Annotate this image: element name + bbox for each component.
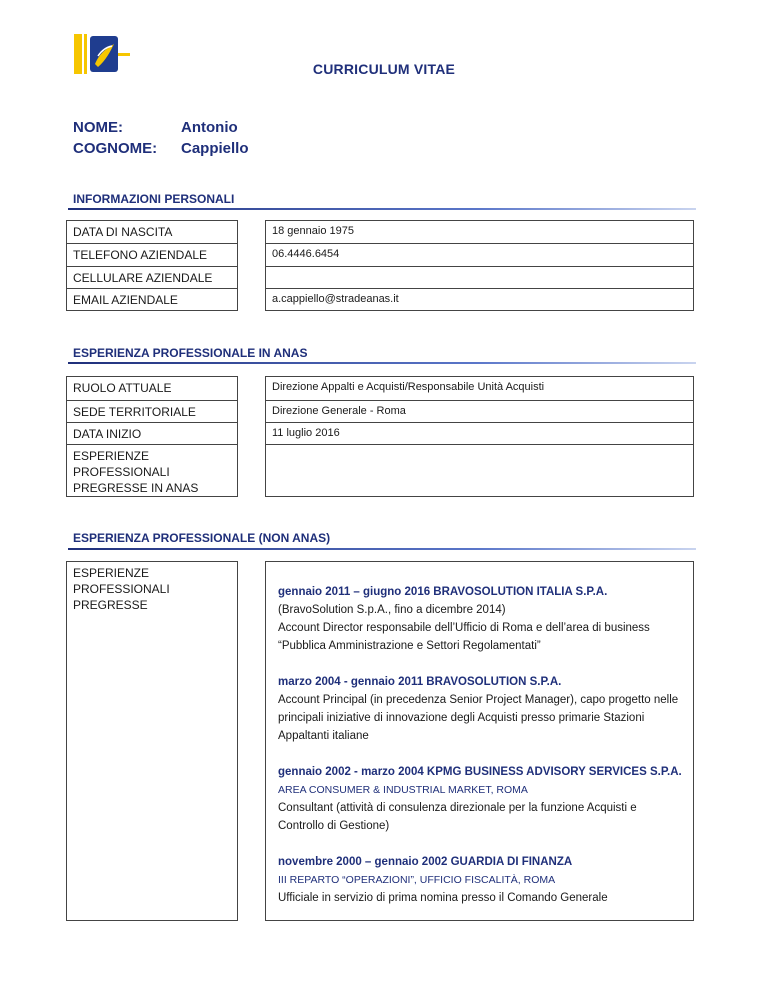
experience-heading: marzo 2004 - gennaio 2011 BRAVOSOLUTION S.P.A.: [278, 676, 562, 688]
experience-item: [278, 763, 683, 835]
experience-item: [278, 673, 683, 745]
experience-line: Account Principal (in precedenza Senior Project Manager), capo progetto nelle principali iniziative di innovazione degli Acquisti presso primarie Stazioni Appaltanti italiane: [278, 694, 679, 742]
document-title: CURRICULUM VITAE: [312, 61, 456, 77]
label-data-inizio: DATA INIZIO: [67, 422, 237, 444]
value-data-nascita: 18 gennaio 1975: [272, 225, 354, 237]
label-esperienze-anas: ESPERIENZE PROFESSIONALI PREGRESSE IN ANAS: [67, 444, 237, 496]
experience-subheading: AREA CONSUMER & INDUSTRIAL MARKET, ROMA: [278, 784, 528, 796]
label-telefono: TELEFONO AZIENDALE: [67, 243, 237, 266]
anas-labels-box: [66, 376, 238, 497]
section-divider: [68, 362, 696, 364]
experience-heading: gennaio 2002 - marzo 2004 KPMG BUSINESS ADVISORY SERVICES S.P.A.: [278, 766, 682, 778]
value-cellulare: [266, 266, 693, 288]
section-title-non-anas: ESPERIENZA PROFESSIONALE (NON ANAS): [73, 531, 331, 545]
section-title-anas: ESPERIENZA PROFESSIONALE IN ANAS: [73, 346, 308, 360]
experience-item: [278, 853, 683, 907]
non-anas-label-box: [66, 561, 238, 921]
experience-heading: novembre 2000 – gennaio 2002 GUARDIA DI FINANZA: [278, 856, 573, 868]
experience-line: (BravoSolution S.p.A., fino a dicembre 2014): [278, 604, 506, 616]
experience-item: [278, 583, 683, 655]
cognome-value: Cappiello: [181, 140, 249, 157]
nome-value: Antonio: [181, 119, 238, 136]
experience-subheading: III REPARTO “OPERAZIONI”, UFFICIO FISCALITÀ, ROMA: [278, 874, 556, 886]
section-divider: [68, 548, 696, 550]
label-email: EMAIL AZIENDALE: [67, 288, 237, 310]
experience-heading: gennaio 2011 – giugno 2016 BRAVOSOLUTION ITALIA S.P.A.: [278, 586, 608, 598]
value-sede: Direzione Generale - Roma: [266, 400, 693, 422]
nome-label: NOME:: [73, 119, 123, 136]
label-sede: SEDE TERRITORIALE: [67, 400, 237, 422]
value-telefono: 06.4446.6454: [266, 243, 693, 266]
experience-list: [265, 561, 694, 921]
experience-line: Ufficiale in servizio di prima nomina presso il Comando Generale: [278, 892, 608, 904]
value-data-inizio: 11 luglio 2016: [266, 422, 693, 444]
anas-values-box: [265, 376, 694, 497]
personal-values-box: [265, 220, 694, 311]
personal-labels-box: [66, 220, 238, 311]
cognome-label: COGNOME:: [73, 140, 158, 157]
value-esperienze-anas: [266, 444, 693, 496]
value-email: a.cappiello@stradeanas.it: [266, 288, 693, 310]
experience-line: Account Director responsabile dell’Ufficio di Roma e dell’area di business “Pubblica Amministrazione e Settori Regolamentati”: [278, 622, 650, 652]
value-ruolo: Direzione Appalti e Acquisti/Responsabile Unità Acquisti: [272, 381, 545, 393]
label-data-nascita: DATA DI NASCITA: [73, 225, 173, 239]
section-title-personal: INFORMAZIONI PERSONALI: [73, 192, 235, 206]
label-esperienze-pregresse: ESPERIENZE PROFESSIONALI PREGRESSE: [73, 566, 170, 612]
label-cellulare: CELLULARE AZIENDALE: [67, 266, 237, 288]
section-divider: [68, 208, 696, 210]
label-ruolo: RUOLO ATTUALE: [73, 381, 172, 395]
experience-line: Consultant (attività di consulenza direzionale per la funzione Acquisti e Controllo di Gestione): [278, 802, 637, 832]
